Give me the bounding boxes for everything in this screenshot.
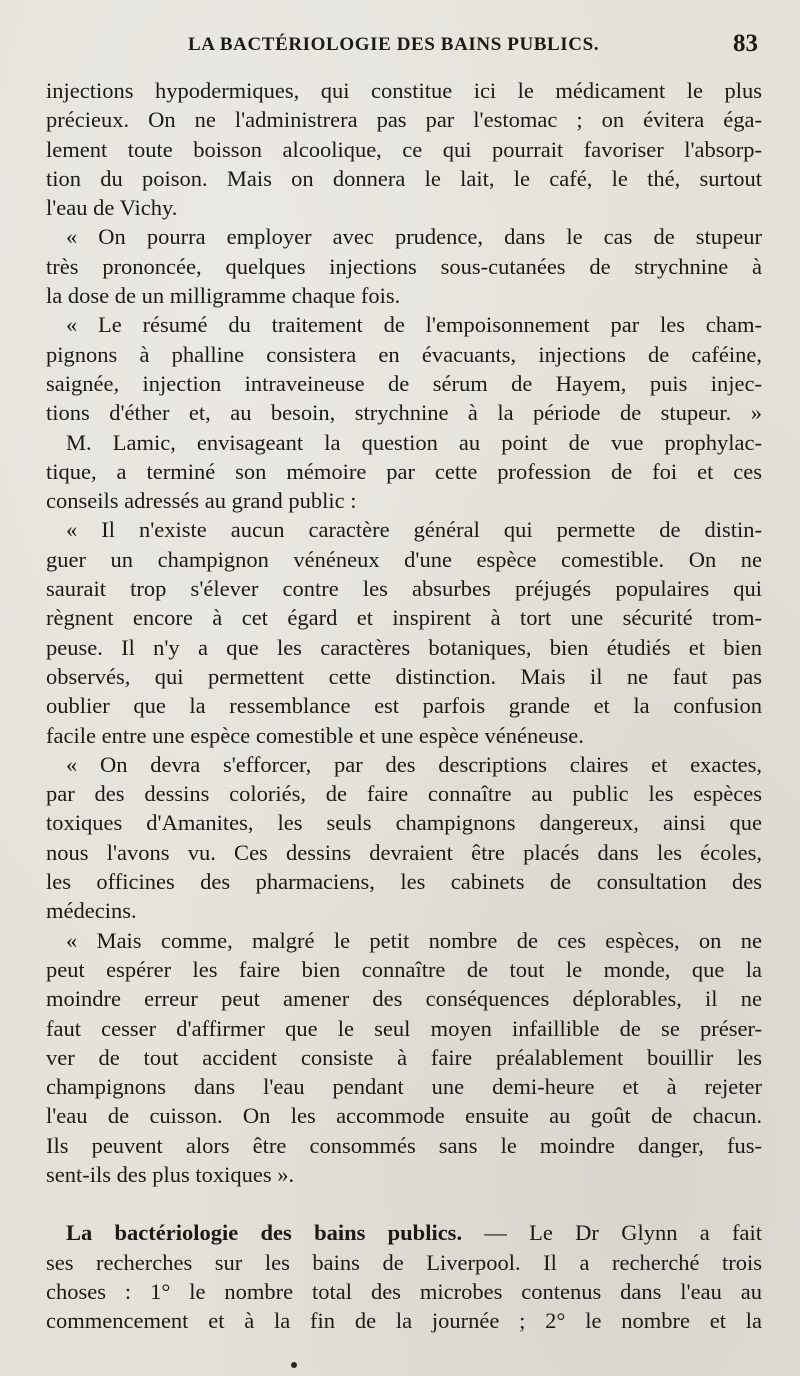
text-line: peuse. Il n'y a que les caractères botaniques, bien étudiés et bien [46,634,762,660]
text-line: faut cesser d'affirmer que le seul moyen infaillible de se préser- [46,1015,762,1041]
text-line: choses : 1° le nombre total des microbes contenus dans l'eau au [46,1278,762,1304]
section-heading: La bactériologie des bains publics. [66,1220,463,1246]
text-line: règnent encore à cet égard et inspirent à tort une sécurité trom- [46,605,762,631]
text-line: saurait trop s'élever contre les absurbes préjugés populaires qui [46,576,762,602]
text-line: tion du poison. Mais on donnera le lait, le café, le thé, surtout [46,165,762,191]
text-line: l'eau de Vichy. [46,195,178,221]
text-line: médecins. [46,898,137,924]
text-line: M. Lamic, envisageant la question au point de vue prophylac- [66,429,762,455]
text-line: « Le résumé du traitement de l'empoisonnement par les cham- [66,312,762,338]
text-line: l'eau de cuisson. On les accommode ensuite au goût de chacun. [46,1103,762,1129]
text-line: Ils peuvent alors être consommés sans le moindre danger, fus- [46,1132,762,1158]
text-line: champignons dans l'eau pendant une demi-heure et à rejeter [46,1074,762,1100]
text-line: ver de tout accident consiste à faire préalablement bouillir les [46,1044,762,1070]
text-line: guer un champignon vénéneux d'une espèce comestible. On ne [46,546,762,572]
text-line: tique, a terminé son mémoire par cette profession de foi et ces [46,458,762,484]
text-line: nous l'avons vu. Ces dessins devraient être placés dans les écoles, [46,839,762,865]
text-line: tions d'éther et, au besoin, strychnine à la période de stupeur. » [46,400,762,426]
text-line: facile entre une espèce comestible et une espèce vénéneuse. [46,722,584,748]
text-line: moindre erreur peut amener des conséquences déplorables, il ne [46,986,762,1012]
text-line: très prononcée, quelques injections sous-cutanées de strychnine à [46,253,762,279]
body-text [46,76,762,1335]
text-line: injections hypodermiques, qui constitue ici le médicament le plus [46,78,762,103]
text-line: sent-ils des plus toxiques ». [46,1161,295,1187]
text-line: lement toute boisson alcoolique, ce qui pourrait favoriser l'absorp- [46,136,762,162]
page-number: 83 [733,30,758,57]
section-spacer [46,1189,762,1218]
text-line: conseils adressés au grand public : [46,488,357,514]
text-line: peut espérer les faire bien connaître de tout le monde, que la [46,956,762,982]
text-line: toxiques d'Amanites, les seuls champignons dangereux, ainsi que [46,810,762,836]
text-line: « On devra s'efforcer, par des descriptions claires et exactes, [66,751,762,777]
text-line: « Il n'existe aucun caractère général qui permette de distin- [66,517,762,543]
text-line: par des dessins coloriés, de faire connaître au public les espèces [46,781,762,807]
text-line: précieux. On ne l'administrera pas par l'estomac ; on évitera éga- [46,107,762,133]
printer-mark [291,1362,297,1368]
page-header [48,30,758,64]
running-head: LA BACTÉRIOLOGIE DES BAINS PUBLICS. [188,34,600,55]
text-line: « On pourra employer avec prudence, dans le cas de stupeur [66,224,762,250]
text-line: « Mais comme, malgré le petit nombre de ces espèces, on ne [66,927,762,953]
text-line: ses recherches sur les bains de Liverpool. Il a recherché trois [46,1249,762,1275]
section-first-line [46,1218,762,1247]
section-first-line-text: — Le Dr Glynn a fait [462,1220,762,1246]
text-line: saignée, injection intraveineuse de sérum de Hayem, puis injec- [46,370,762,396]
text-line: commencement et à la fin de la journée ; 2° le nombre et la [46,1308,762,1334]
text-line: pignons à phalline consistera en évacuants, injections de caféine, [46,341,762,367]
text-line: la dose de un milligramme chaque fois. [46,283,401,309]
text-line: oublier que la ressemblance est parfois grande et la confusion [46,693,762,719]
text-line: les officines des pharmaciens, les cabinets de consultation des [46,869,762,895]
text-line: observés, qui permettent cette distinction. Mais il ne faut pas [46,663,762,689]
